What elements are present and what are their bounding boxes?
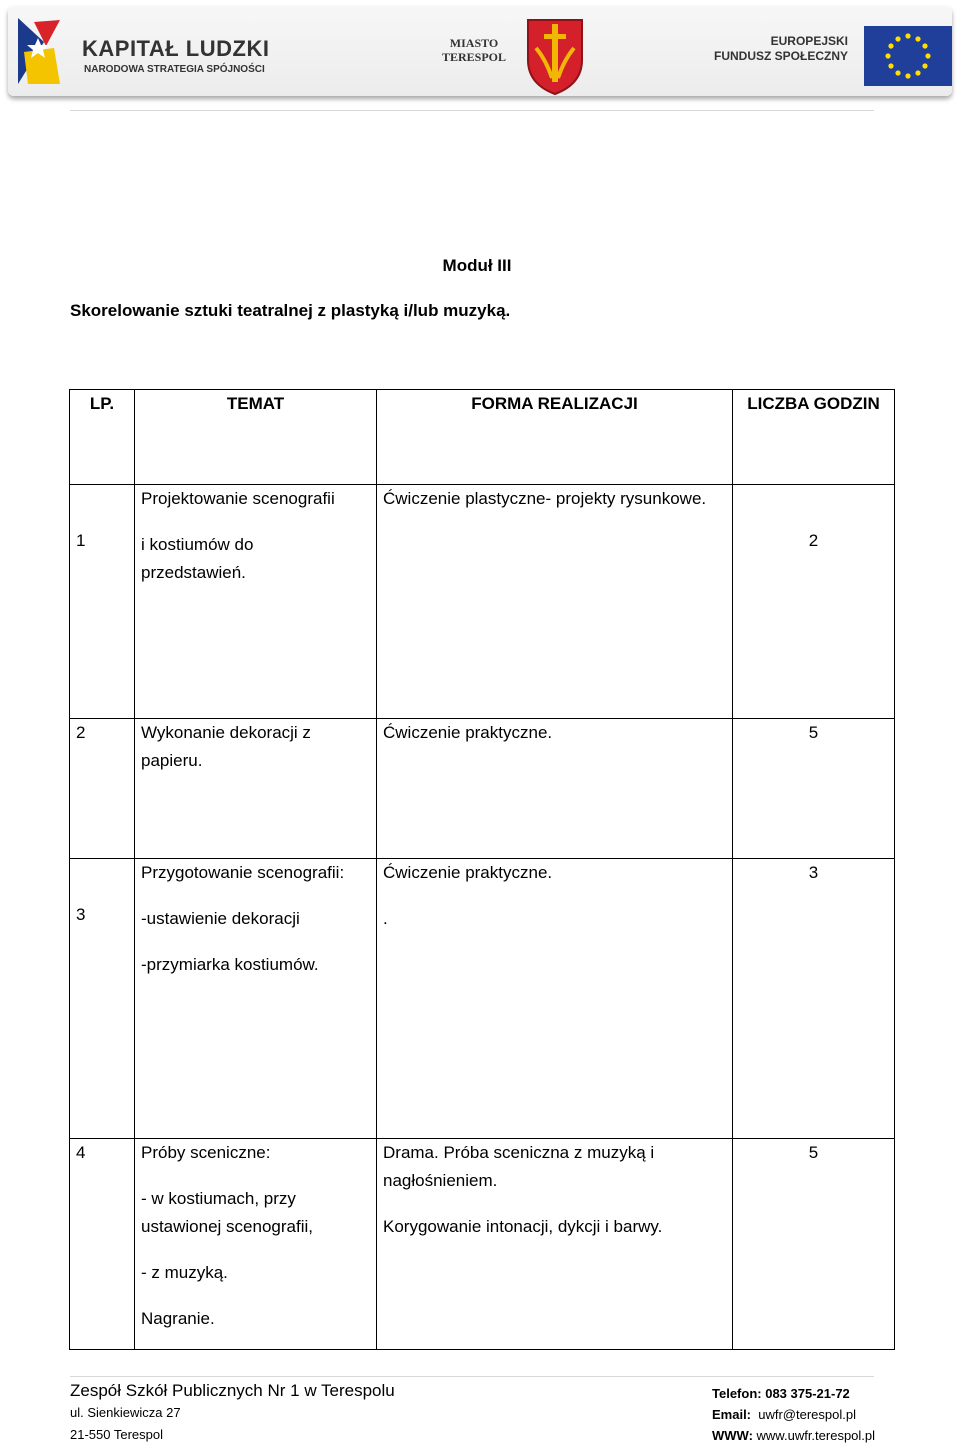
cell-lp [70, 859, 135, 1139]
temat-line: - z muzyką. [141, 1263, 228, 1282]
eu-fund-label [714, 34, 848, 64]
eu-line1: EUROPEJSKI [770, 34, 848, 48]
forma-line: Ćwiczenie praktyczne. [383, 723, 553, 742]
header-forma-text: FORMA REALIZACJI [471, 394, 638, 413]
cell-lp [70, 485, 135, 719]
godziny-value: 5 [808, 723, 819, 742]
footer-divider [70, 1376, 874, 1377]
terespol-crest-icon [524, 14, 586, 96]
temat-line: Wykonanie dekoracji z [141, 723, 311, 742]
forma-line: Korygowanie intonacji, dykcji i barwy. [383, 1217, 663, 1236]
temat-line: -ustawienie dekoracji [141, 909, 300, 928]
cell-godziny [733, 1139, 895, 1350]
eu-flag-icon [864, 26, 952, 86]
cell-temat [135, 1139, 377, 1350]
table-row [70, 485, 895, 719]
street-address: ul. Sienkiewicza 27 [70, 1405, 181, 1420]
lp-value: 4 [76, 1143, 86, 1162]
lp-text: 2 [76, 723, 86, 742]
header-banner [8, 6, 952, 96]
lp-value [70, 719, 134, 747]
header-temat [135, 390, 377, 485]
temat-line: papieru. [141, 751, 203, 770]
temat-line: Nagranie. [141, 1309, 215, 1328]
lp-value: 1 [76, 531, 86, 550]
cell-forma [377, 719, 733, 859]
cell-temat [135, 485, 377, 719]
lp-value: 3 [76, 905, 86, 924]
table-row [70, 859, 895, 1139]
kapital-ludzki-subtitle: NARODOWA STRATEGIA SPÓJNOŚCI [84, 64, 265, 75]
eu-line2: FUNDUSZ SPOŁECZNY [713, 49, 848, 63]
cell-lp [70, 719, 135, 859]
school-name: Zespół Szkół Publicznych Nr 1 w Terespolu [70, 1381, 395, 1400]
cell-godziny [733, 719, 895, 859]
header-lp [70, 390, 135, 485]
kapital-ludzki-title: KAPITAŁ LUDZKI [82, 36, 270, 61]
terespol-line: TERESPOL [442, 50, 507, 64]
cell-temat [135, 859, 377, 1139]
cell-godziny [733, 485, 895, 719]
temat-line: - w kostiumach, przy [141, 1189, 296, 1208]
forma-line: Ćwiczenie praktyczne. [383, 863, 553, 882]
forma-line: . [383, 909, 388, 928]
header-godziny-text: LICZBA GODZIN [747, 394, 880, 413]
miasto-terespol-label [442, 36, 506, 64]
cell-godziny [733, 859, 895, 1139]
footer-contact [712, 1383, 875, 1446]
forma-line: Ćwiczenie plastyczne- projekty rysunkowe. [383, 489, 707, 508]
email-label: Email: [712, 1407, 752, 1422]
phone-label: Telefon: [712, 1386, 762, 1401]
temat-line: Projektowanie scenografii [141, 489, 335, 508]
city-address: 21-550 Terespol [70, 1427, 163, 1442]
phone-line [712, 1383, 875, 1404]
email-link[interactable]: uwfr@terespol.pl [758, 1407, 856, 1422]
miasto-line: MIASTO [449, 36, 499, 50]
phone-value: 083 375-21-72 [765, 1386, 850, 1401]
www-link[interactable]: www.uwfr.terespol.pl [756, 1428, 876, 1443]
temat-line: Przygotowanie scenografii: [141, 863, 345, 882]
temat-line: -przymiarka kostiumów. [141, 955, 319, 974]
header-temat-text: TEMAT [226, 394, 285, 413]
godziny-value: 2 [808, 531, 819, 550]
www-line [712, 1425, 875, 1446]
cell-temat [135, 719, 377, 859]
cell-forma [377, 859, 733, 1139]
header-divider [70, 110, 874, 111]
cell-forma [377, 485, 733, 719]
godziny-value: 5 [808, 1143, 819, 1162]
module-title: Moduł III [442, 256, 512, 275]
temat-line: przedstawień. [141, 563, 246, 582]
cell-forma [377, 1139, 733, 1350]
table-row [70, 1139, 895, 1350]
module-subtitle: Skorelowanie sztuki teatralnej z plastyką i/lub muzyką. [70, 301, 511, 320]
header-forma [377, 390, 733, 485]
forma-line: Drama. Próba sceniczna z muzyką i [383, 1143, 655, 1162]
email-line [712, 1404, 875, 1425]
forma-line: nagłośnieniem. [383, 1171, 498, 1190]
table-row [70, 719, 895, 859]
header-godziny [733, 390, 895, 485]
temat-line: Próby sceniczne: [141, 1143, 271, 1162]
table-header-row [70, 390, 895, 485]
lesson-plan-table [69, 389, 895, 1350]
temat-line: i kostiumów do [141, 535, 254, 554]
temat-line: ustawionej scenografii, [141, 1217, 313, 1236]
kapital-ludzki-logo-icon [14, 12, 64, 90]
godziny-value: 3 [808, 863, 819, 882]
footer-address [70, 1380, 395, 1446]
cell-lp [70, 1139, 135, 1350]
www-label: WWW: [712, 1428, 753, 1443]
header-lp-text: LP. [89, 394, 115, 413]
